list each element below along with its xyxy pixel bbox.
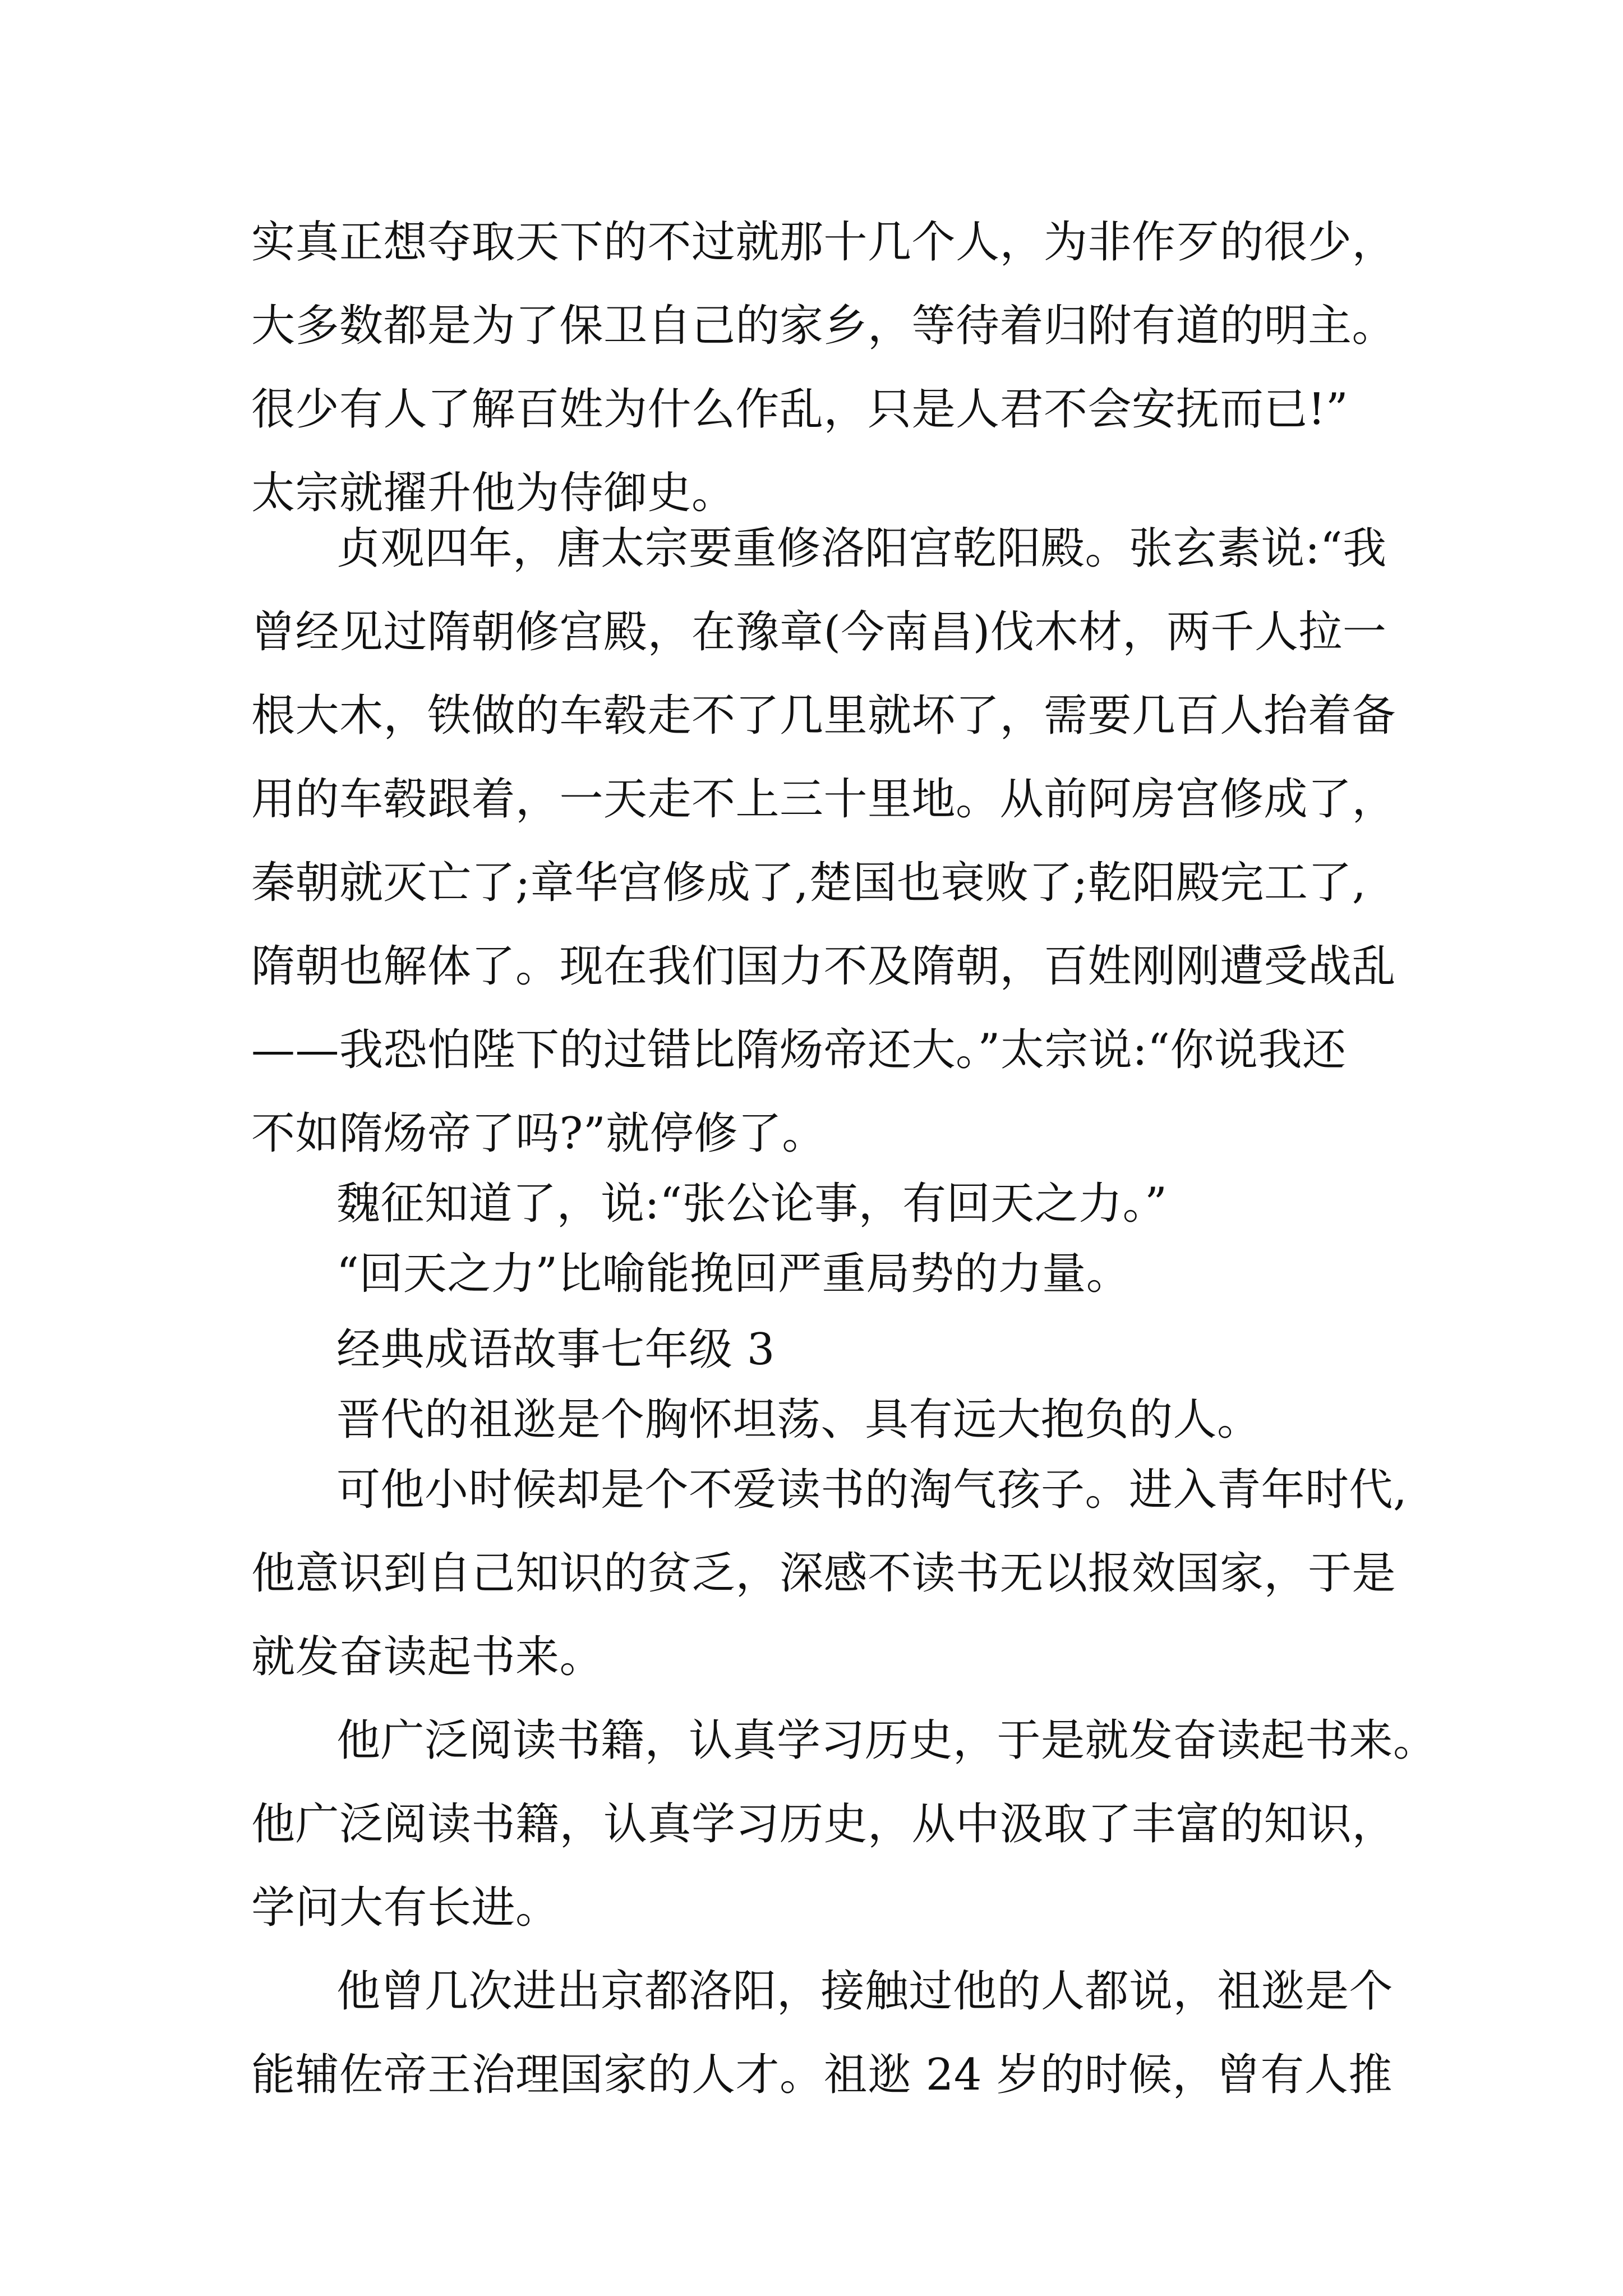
text-line: 秦朝就灭亡了;章华宫修成了,楚国也衰败了;乾阳殿完工了, (251, 858, 1367, 908)
section-heading: 经典成语故事七年级 3 (336, 1324, 775, 1375)
text-line: 学问大有长进。 (251, 1883, 560, 1933)
text-line: 曾经见过隋朝修宫殿，在豫章(今南昌)伐木材，两千人拉一 (251, 607, 1387, 657)
text-line: 他意识到自己知识的贫乏，深感不读书无以报效国家，于是 (251, 1548, 1396, 1599)
text-line: 他广泛阅读书籍，认真学习历史，从中汲取了丰富的知识， (251, 1799, 1396, 1849)
paragraph-start-line: 贞观四年，唐太宗要重修洛阳宫乾阳殿。张玄素说:“我 (336, 523, 1387, 574)
paragraph-start-line: 他广泛阅读书籍，认真学习历史，于是就发奋读起书来。 (336, 1715, 1437, 1766)
paragraph-start-line: 晋代的祖逖是个胸怀坦荡、具有远大抱负的人。 (336, 1395, 1261, 1445)
text-line: 隋朝也解体了。现在我们国力不及隋朝，百姓刚刚遭受战乱 (251, 941, 1396, 992)
text-line: 太宗就擢升他为侍御史。 (251, 468, 736, 518)
text-line: 不如隋炀帝了吗?”就停修了。 (251, 1108, 826, 1159)
paragraph-start-line: 魏征知道了，说:“张公论事，有回天之力。” (336, 1179, 1168, 1229)
text-line: 就发奋读起书来。 (251, 1632, 604, 1682)
text-line: ——我恐怕陛下的过错比隋炀帝还大。”太宗说:“你说我还 (251, 1025, 1347, 1075)
text-line: 很少有人了解百姓为什么作乱，只是人君不会安抚而已!” (251, 384, 1349, 435)
paragraph-start-line: 他曾几次进出京都洛阳，接触过他的人都说，祖逖是个 (336, 1966, 1394, 2017)
text-line: 用的车毂跟着，一天走不上三十里地。从前阿房宫修成了， (251, 774, 1396, 825)
text-line: 实真正想夺取天下的不过就那十几个人，为非作歹的很少， (251, 217, 1396, 268)
paragraph-start-line: “回天之力”比喻能挽回严重局势的力量。 (336, 1249, 1131, 1299)
text-line: 大多数都是为了保卫自己的家乡，等待着归附有道的明主。 (251, 301, 1396, 351)
text-line: 根大木，铁做的车毂走不了几里就坏了，需要几百人抬着备 (251, 691, 1396, 741)
text-line: 能辅佐帝王治理国家的人才。祖逖 24 岁的时候，曾有人推 (251, 2050, 1393, 2100)
paragraph-start-line: 可他小时候却是个不爱读书的淘气孩子。进入青年时代, (336, 1465, 1408, 1515)
